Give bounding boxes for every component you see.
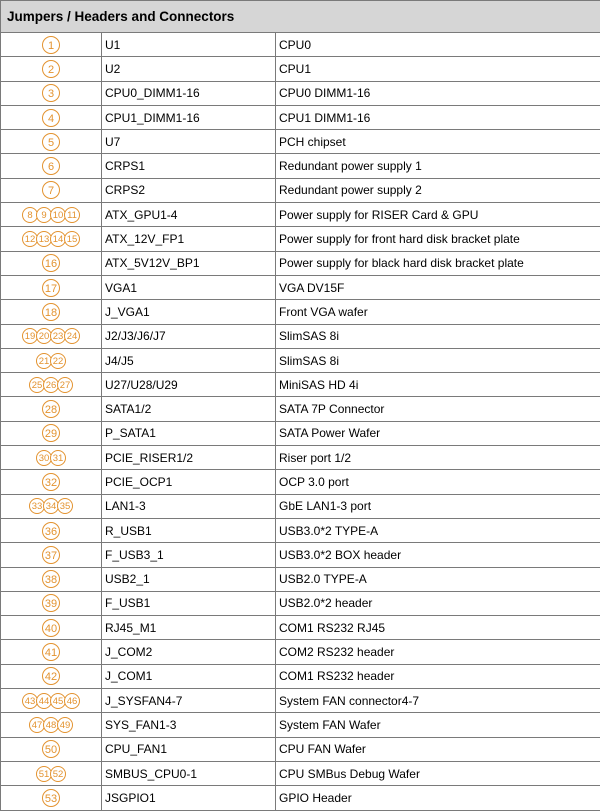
connector-description: CPU1 DIMM1-16 (276, 105, 600, 129)
callout-number: 49 (57, 717, 73, 733)
connector-name: F_USB1 (102, 591, 276, 615)
marker-cell (1, 689, 102, 713)
callout-number: 15 (64, 231, 80, 247)
callout-number: 4 (42, 109, 60, 127)
connector-name: CPU_FAN1 (102, 737, 276, 761)
marker-cell (1, 227, 102, 251)
connector-name: J_COM1 (102, 664, 276, 688)
callout-number: 30 (36, 450, 52, 466)
table-row (1, 591, 600, 615)
connector-description: SATA Power Wafer (276, 421, 600, 445)
callout-number: 29 (42, 424, 60, 442)
connector-name: ATX_5V12V_BP1 (102, 251, 276, 275)
connector-name: J_COM2 (102, 640, 276, 664)
connector-description: USB2.0 TYPE-A (276, 567, 600, 591)
connector-description: Power supply for RISER Card & GPU (276, 203, 600, 227)
connector-description: USB2.0*2 header (276, 591, 600, 615)
connector-name: U7 (102, 130, 276, 154)
connector-description: SlimSAS 8i (276, 348, 600, 372)
callout-number: 48 (43, 717, 59, 733)
callout-number: 21 (36, 353, 52, 369)
connector-description: CPU0 (276, 33, 600, 57)
marker-cell (1, 154, 102, 178)
table-row (1, 275, 600, 299)
callout-number: 19 (22, 328, 38, 344)
marker-cell (1, 275, 102, 299)
callout-number: 28 (42, 400, 60, 418)
table-row (1, 81, 600, 105)
marker-cell (1, 348, 102, 372)
callout-number: 45 (50, 693, 66, 709)
connector-name: J_SYSFAN4-7 (102, 689, 276, 713)
connector-description: Front VGA wafer (276, 300, 600, 324)
table-title: Jumpers / Headers and Connectors (1, 1, 600, 33)
callout-number: 8 (22, 207, 38, 223)
connector-name: USB2_1 (102, 567, 276, 591)
callout-number: 18 (42, 303, 60, 321)
connector-name: CRPS1 (102, 154, 276, 178)
connector-description: Redundant power supply 2 (276, 178, 600, 202)
connector-description: GbE LAN1-3 port (276, 494, 600, 518)
connector-description: System FAN Wafer (276, 713, 600, 737)
callout-number: 22 (50, 353, 66, 369)
marker-cell (1, 713, 102, 737)
connector-description: System FAN connector4-7 (276, 689, 600, 713)
callout-number: 37 (42, 546, 60, 564)
callout-number: 12 (22, 231, 38, 247)
header-row (1, 1, 600, 33)
table-row (1, 543, 600, 567)
marker-cell (1, 324, 102, 348)
callout-number: 31 (50, 450, 66, 466)
table-row (1, 567, 600, 591)
table-row (1, 494, 600, 518)
connector-name: J_VGA1 (102, 300, 276, 324)
marker-cell (1, 786, 102, 810)
marker-cell (1, 105, 102, 129)
connector-description: COM2 RS232 header (276, 640, 600, 664)
callout-number: 35 (57, 498, 73, 514)
table-row (1, 251, 600, 275)
callout-number: 14 (50, 231, 66, 247)
callout-number: 43 (22, 693, 38, 709)
connector-description: Riser port 1/2 (276, 446, 600, 470)
connector-name: J2/J3/J6/J7 (102, 324, 276, 348)
callout-number: 51 (36, 766, 52, 782)
table-row (1, 300, 600, 324)
connector-description: USB3.0*2 TYPE-A (276, 518, 600, 542)
marker-cell (1, 640, 102, 664)
marker-cell (1, 470, 102, 494)
connector-description: OCP 3.0 port (276, 470, 600, 494)
connector-description: CPU1 (276, 57, 600, 81)
connector-description: SATA 7P Connector (276, 397, 600, 421)
connector-name: J4/J5 (102, 348, 276, 372)
table-row (1, 616, 600, 640)
marker-cell (1, 373, 102, 397)
callout-number: 11 (64, 207, 80, 223)
connector-name: P_SATA1 (102, 421, 276, 445)
callout-number: 40 (42, 619, 60, 637)
callout-number: 16 (42, 254, 60, 272)
callout-number: 6 (42, 157, 60, 175)
connector-name: RJ45_M1 (102, 616, 276, 640)
connector-name: PCIE_OCP1 (102, 470, 276, 494)
connector-description: PCH chipset (276, 130, 600, 154)
connector-name: PCIE_RISER1/2 (102, 446, 276, 470)
callout-number: 24 (64, 328, 80, 344)
connector-name: CPU1_DIMM1-16 (102, 105, 276, 129)
callout-number: 52 (50, 766, 66, 782)
marker-cell (1, 203, 102, 227)
marker-cell (1, 494, 102, 518)
table-row (1, 348, 600, 372)
connector-description: CPU0 DIMM1-16 (276, 81, 600, 105)
marker-cell (1, 543, 102, 567)
table-row (1, 397, 600, 421)
connector-description: Redundant power supply 1 (276, 154, 600, 178)
table-row (1, 203, 600, 227)
table-row (1, 154, 600, 178)
marker-cell (1, 251, 102, 275)
callout-number: 20 (36, 328, 52, 344)
marker-cell (1, 518, 102, 542)
connector-description: Power supply for black hard disk bracket plate (276, 251, 600, 275)
connector-description: Power supply for front hard disk bracket plate (276, 227, 600, 251)
marker-cell (1, 616, 102, 640)
table-row (1, 105, 600, 129)
marker-cell (1, 397, 102, 421)
table-row (1, 518, 600, 542)
connector-name: U27/U28/U29 (102, 373, 276, 397)
callout-number: 46 (64, 693, 80, 709)
connector-description: VGA DV15F (276, 275, 600, 299)
marker-cell (1, 567, 102, 591)
table-row (1, 446, 600, 470)
connector-description: COM1 RS232 header (276, 664, 600, 688)
connector-name: VGA1 (102, 275, 276, 299)
connector-name: CPU0_DIMM1-16 (102, 81, 276, 105)
connector-name: U1 (102, 33, 276, 57)
connector-name: SATA1/2 (102, 397, 276, 421)
connector-description: USB3.0*2 BOX header (276, 543, 600, 567)
marker-cell (1, 737, 102, 761)
callout-number: 9 (36, 207, 52, 223)
table-row (1, 640, 600, 664)
connector-description: CPU SMBus Debug Wafer (276, 761, 600, 785)
connector-description: GPIO Header (276, 786, 600, 810)
marker-cell (1, 591, 102, 615)
table-body (1, 33, 600, 811)
marker-cell (1, 130, 102, 154)
callout-number: 13 (36, 231, 52, 247)
callout-number: 38 (42, 570, 60, 588)
connector-name: SMBUS_CPU0-1 (102, 761, 276, 785)
marker-cell (1, 33, 102, 57)
connector-description: COM1 RS232 RJ45 (276, 616, 600, 640)
callout-number: 53 (42, 789, 60, 807)
connector-name: SYS_FAN1-3 (102, 713, 276, 737)
table-row (1, 178, 600, 202)
callout-number: 32 (42, 473, 60, 491)
callout-number: 10 (50, 207, 66, 223)
callout-number: 27 (57, 377, 73, 393)
marker-cell (1, 446, 102, 470)
connector-description: SlimSAS 8i (276, 324, 600, 348)
callout-number: 36 (42, 522, 60, 540)
callout-number: 23 (50, 328, 66, 344)
connector-name: CRPS2 (102, 178, 276, 202)
table-row (1, 737, 600, 761)
callout-number: 39 (42, 594, 60, 612)
callout-number: 3 (42, 84, 60, 102)
connector-name: R_USB1 (102, 518, 276, 542)
table-row (1, 421, 600, 445)
connector-name: ATX_12V_FP1 (102, 227, 276, 251)
callout-number: 47 (29, 717, 45, 733)
connector-description: MiniSAS HD 4i (276, 373, 600, 397)
table-row (1, 713, 600, 737)
table-row (1, 324, 600, 348)
connector-name: F_USB3_1 (102, 543, 276, 567)
marker-cell (1, 421, 102, 445)
connector-name: JSGPIO1 (102, 786, 276, 810)
callout-number: 5 (42, 133, 60, 151)
connector-name: ATX_GPU1-4 (102, 203, 276, 227)
marker-cell (1, 664, 102, 688)
callout-number: 41 (42, 643, 60, 661)
table-row (1, 470, 600, 494)
table-row (1, 664, 600, 688)
callout-number: 2 (42, 60, 60, 78)
callout-number: 34 (43, 498, 59, 514)
table-row (1, 373, 600, 397)
connector-description: CPU FAN Wafer (276, 737, 600, 761)
table-row (1, 227, 600, 251)
connector-name: LAN1-3 (102, 494, 276, 518)
callout-number: 1 (42, 36, 60, 54)
callout-number: 33 (29, 498, 45, 514)
callout-number: 17 (42, 279, 60, 297)
callout-number: 44 (36, 693, 52, 709)
marker-cell (1, 81, 102, 105)
table-row (1, 786, 600, 810)
marker-cell (1, 300, 102, 324)
marker-cell (1, 178, 102, 202)
table-row (1, 130, 600, 154)
connector-name: U2 (102, 57, 276, 81)
table-row (1, 761, 600, 785)
table-row (1, 57, 600, 81)
marker-cell (1, 761, 102, 785)
table-row (1, 689, 600, 713)
callout-number: 26 (43, 377, 59, 393)
callout-number: 42 (42, 667, 60, 685)
table-row (1, 33, 600, 57)
callout-number: 25 (29, 377, 45, 393)
marker-cell (1, 57, 102, 81)
callout-number: 7 (42, 181, 60, 199)
callout-number: 50 (42, 740, 60, 758)
